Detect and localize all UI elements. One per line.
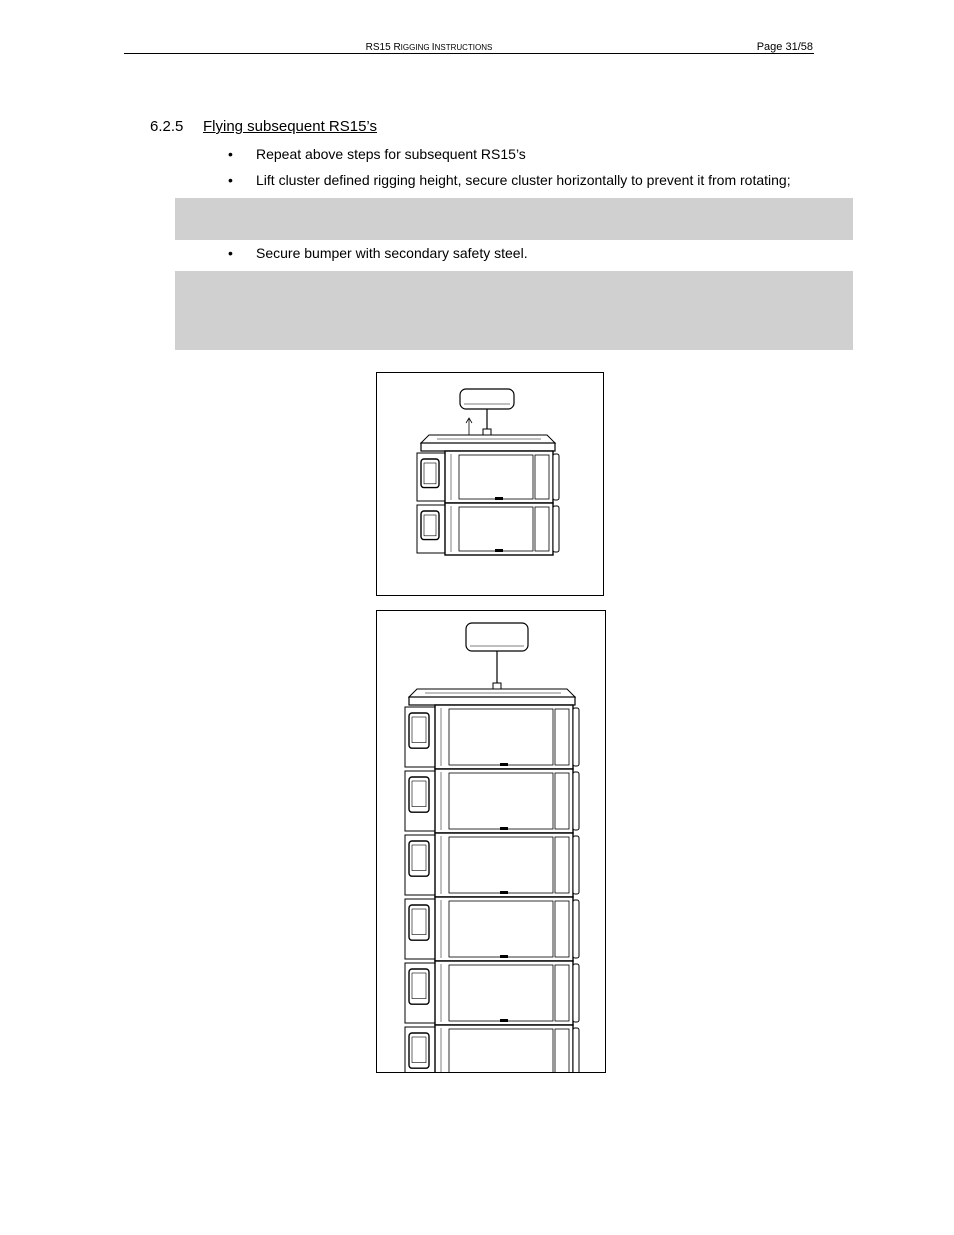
cabinet-front	[435, 769, 573, 833]
note-box	[175, 271, 853, 350]
bullet-icon: •	[228, 172, 233, 188]
rear-handle	[553, 506, 559, 552]
rear-handle	[573, 1028, 579, 1072]
bullet-icon: •	[228, 146, 233, 162]
section-title: Flying subsequent RS15’s	[203, 118, 377, 135]
rear-handle	[573, 964, 579, 1022]
bullet-item: • Repeat above steps for subsequent RS15’s	[228, 146, 526, 162]
cabinet-front	[435, 961, 573, 1025]
header-page-number: Page 31/58	[756, 41, 813, 53]
cabinet-logo	[500, 763, 508, 766]
bullet-item: • Secure bumper with secondary safety steel.	[228, 245, 528, 261]
figure-six-cabinets	[376, 610, 606, 1073]
cabinet-front	[435, 833, 573, 897]
note-box	[175, 198, 853, 240]
cabinet-front	[445, 451, 553, 503]
rigging-illustration-small	[377, 373, 603, 595]
bullet-item: • Lift cluster defined rigging height, secure cluster horizontally to prevent it from rotating;	[228, 172, 791, 188]
cabinet-logo	[500, 891, 508, 894]
header-title-smallcaps: RIGGING INSTRUCTIONS	[393, 42, 493, 53]
motor-hoist	[466, 623, 528, 651]
cabinet-logo	[500, 1019, 508, 1022]
cabinet-logo	[500, 827, 508, 830]
rear-handle	[573, 900, 579, 958]
bumper-frame	[409, 697, 575, 705]
motor-hoist	[460, 389, 514, 409]
section-number: 6.2.5	[150, 118, 184, 135]
cabinet-front	[435, 897, 573, 961]
rear-handle	[553, 454, 559, 500]
rigging-illustration-tall	[377, 611, 605, 1072]
bullet-icon: •	[228, 245, 233, 261]
cabinet-front	[445, 503, 553, 555]
rear-handle	[573, 708, 579, 766]
header-divider	[124, 53, 814, 54]
cabinet-logo	[495, 549, 503, 552]
cabinet-front	[435, 705, 573, 769]
figure-two-cabinets	[376, 372, 604, 596]
cabinet-logo	[500, 955, 508, 958]
cabinet-front	[435, 1025, 573, 1072]
section-heading	[150, 118, 377, 135]
rear-handle	[573, 836, 579, 894]
header-title: RS15 RIGGING INSTRUCTIONS	[365, 42, 493, 53]
cabinet-logo	[495, 497, 503, 500]
bumper-frame	[421, 443, 555, 451]
rear-handle	[573, 772, 579, 830]
